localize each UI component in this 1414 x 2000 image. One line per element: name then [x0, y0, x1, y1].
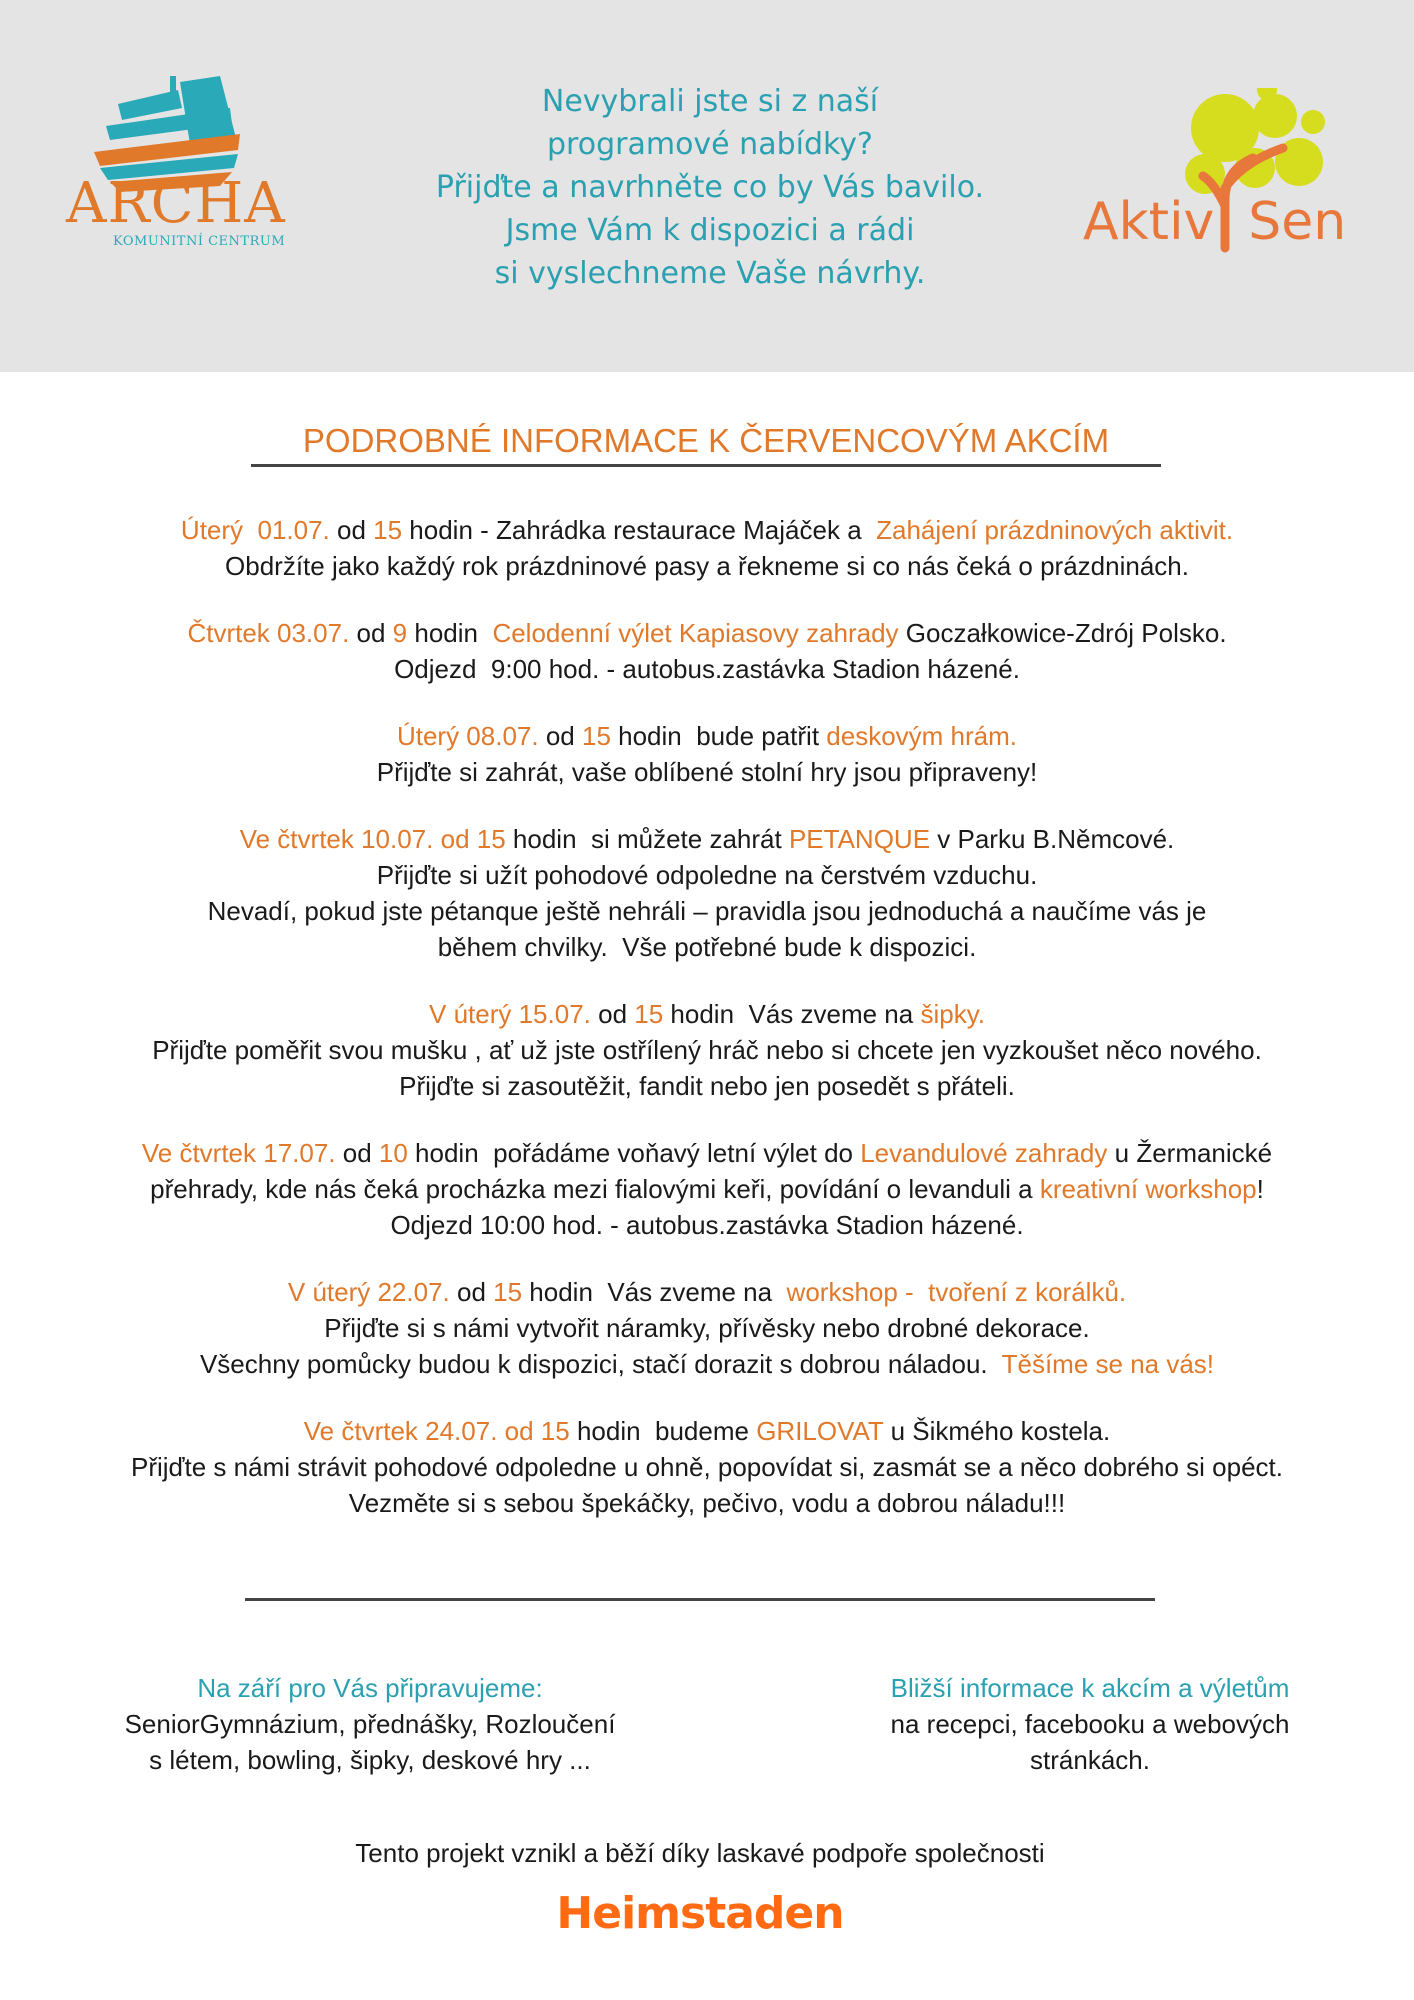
aktivsen-logo-left: Aktiv: [1083, 192, 1215, 252]
event-highlight: 15: [373, 515, 403, 545]
event-text: Odjezd 9:00 hod. - autobus.zastávka Stadion házené.: [394, 654, 1020, 684]
bottom-divider: [245, 1598, 1155, 1601]
event-text: u Šikmého kostela.: [883, 1416, 1111, 1446]
september-line: s létem, bowling, šipky, deskové hry ...: [149, 1745, 591, 1775]
event-line: [40, 821, 1374, 857]
event-highlight: Ve čtvrtek 24.07. od 15: [303, 1416, 570, 1446]
event-line: [40, 857, 1374, 893]
september-preview: [80, 1670, 660, 1778]
aktivsen-logo-right: Sen: [1248, 192, 1347, 252]
header-intro: [380, 80, 1040, 295]
event-text: Přijďte si zahrát, vaše oblíbené stolní hry jsou připraveny!: [376, 757, 1038, 787]
info-line: stránkách.: [1030, 1745, 1150, 1775]
event-highlight: PETANQUE: [788, 824, 931, 854]
event-text: hodin pořádáme voňavý letní výlet do: [407, 1138, 861, 1168]
event-highlight: 10: [378, 1138, 408, 1168]
event-item: [40, 1135, 1374, 1243]
event-text: u Žermanické: [1107, 1138, 1273, 1168]
event-highlight: 15: [634, 999, 664, 1029]
event-text: !: [1256, 1174, 1264, 1204]
event-text: Všechny pomůcky budou k dispozici, stačí dorazit s dobrou náladou.: [199, 1349, 1002, 1379]
event-text: Přijďte si s námi vytvořit náramky, přívěsky nebo drobné dekorace.: [324, 1313, 1090, 1343]
event-highlight: workshop - tvoření z korálků.: [786, 1277, 1127, 1307]
september-heading: Na září pro Vás připravujeme:: [197, 1673, 543, 1703]
event-highlight: deskovým hrám.: [826, 721, 1018, 751]
september-line: SeniorGymnázium, přednášky, Rozloučení: [124, 1709, 616, 1739]
event-line: [40, 512, 1374, 548]
event-text: Přijďte si zasoutěžit, fandit nebo jen posedět s přáteli.: [399, 1071, 1015, 1101]
event-text: přehrady, kde nás čeká procházka mezi fialovými keři, povídání o levanduli a: [150, 1174, 1040, 1204]
event-line: [40, 1032, 1374, 1068]
support-text: Tento projekt vznikl a běží díky laskavé podpoře společnosti: [355, 1838, 1045, 1868]
event-item: [40, 615, 1374, 687]
event-list: [40, 512, 1374, 1552]
event-text: Goczałkowice-Zdrój Polsko.: [898, 618, 1227, 648]
event-highlight: Levandulové zahrady: [860, 1138, 1108, 1168]
event-text: od: [456, 1277, 494, 1307]
archa-logo-subtitle: KOMUNITNÍ CENTRUM: [113, 234, 286, 249]
event-highlight: Úterý 08.07.: [396, 721, 546, 751]
event-line: [40, 1310, 1374, 1346]
event-text: Přijďte poměřit svou mušku , ať už jste ostřílený hráč nebo si chcete jen vyzkoušet něco nového.: [152, 1035, 1262, 1065]
event-highlight: Zahájení prázdninových aktivit.: [876, 515, 1234, 545]
event-highlight: Celodenní výlet Kapiasovy zahrady: [492, 618, 899, 648]
event-highlight: V úterý 22.07.: [287, 1277, 457, 1307]
event-text: od: [356, 618, 393, 648]
archa-logo-word: ARCHA: [66, 171, 286, 236]
section-title: PODROBNÉ INFORMACE K ČERVENCOVÝM AKCÍM: [302, 422, 1110, 459]
event-text: hodin - Zahrádka restaurace Majáček a: [402, 515, 877, 545]
event-line: [40, 548, 1374, 584]
event-text: Přijďte s námi strávit pohodové odpoledne u ohně, popovídat si, zasmát se a něco dobrého si opéct.: [130, 1452, 1284, 1482]
event-text: od: [342, 1138, 379, 1168]
event-item: [40, 1413, 1374, 1521]
event-line: [40, 1274, 1374, 1310]
event-highlight: Úterý 01.07.: [180, 515, 337, 545]
event-line: [40, 1171, 1374, 1207]
event-text: hodin si můžete zahrát: [505, 824, 789, 854]
event-text: Přijďte si užít pohodové odpoledne na čerstvém vzduchu.: [376, 860, 1038, 890]
event-text: od: [545, 721, 582, 751]
title-divider: [251, 464, 1161, 467]
event-item: [40, 821, 1374, 965]
event-line: [40, 1413, 1374, 1449]
event-highlight: 15: [581, 721, 611, 751]
event-text: Obdržíte jako každý rok prázdninové pasy a řekneme si co nás čeká o prázdninách.: [225, 551, 1189, 581]
event-line: [40, 651, 1374, 687]
event-highlight: Ve čtvrtek 10.07. od 15: [239, 824, 506, 854]
event-text: hodin Vás zveme na: [522, 1277, 787, 1307]
intro-line: si vyslechneme Vaše návrhy.: [494, 256, 926, 291]
intro-line: programové nabídky?: [547, 127, 873, 162]
event-text: hodin Vás zveme na: [663, 999, 921, 1029]
header-banner: [0, 0, 1414, 372]
event-text: v Parku B.Němcové.: [930, 824, 1175, 854]
event-text: hodin budeme: [569, 1416, 757, 1446]
info-heading: Bližší informace k akcím a výletům: [890, 1673, 1290, 1703]
event-text: hodin bude patřit: [610, 721, 827, 751]
intro-line: Nevybrali jste si z naší: [541, 84, 879, 119]
event-text: Odjezd 10:00 hod. - autobus.zastávka Stadion házené.: [390, 1210, 1024, 1240]
event-line: [40, 1346, 1374, 1382]
event-highlight: 15: [493, 1277, 523, 1307]
event-line: [40, 893, 1374, 929]
event-line: [40, 1485, 1374, 1521]
event-highlight: GRILOVAT: [756, 1416, 884, 1446]
event-highlight: 9: [392, 618, 408, 648]
info-block: [800, 1670, 1380, 1778]
event-highlight: Ve čtvrtek 17.07.: [141, 1138, 343, 1168]
event-line: [40, 1135, 1374, 1171]
event-line: [40, 929, 1374, 965]
event-line: [40, 615, 1374, 651]
event-line: [40, 996, 1374, 1032]
event-highlight: kreativní workshop: [1039, 1174, 1257, 1204]
event-highlight: Těšíme se na vás!: [1001, 1349, 1215, 1379]
heimstaden-logo: Heimstaden: [556, 1888, 844, 1939]
aktivsen-logo-word: [1083, 192, 1347, 252]
event-text: během chvilky. Vše potřebné bude k dispozici.: [437, 932, 977, 962]
event-text: hodin: [407, 618, 493, 648]
info-line: na recepci, facebooku a webových: [890, 1709, 1290, 1739]
event-highlight: Čtvrtek 03.07.: [187, 618, 357, 648]
event-line: [40, 718, 1374, 754]
event-line: [40, 754, 1374, 790]
event-item: [40, 996, 1374, 1104]
event-highlight: V úterý 15.07.: [429, 999, 599, 1029]
event-item: [40, 718, 1374, 790]
event-line: [40, 1207, 1374, 1243]
event-item: [40, 512, 1374, 584]
event-text: od: [598, 999, 635, 1029]
event-item: [40, 1274, 1374, 1382]
event-line: [40, 1068, 1374, 1104]
event-line: [40, 1449, 1374, 1485]
intro-line: Jsme Vám k dispozici a rádi: [505, 213, 915, 248]
event-text: od: [337, 515, 374, 545]
event-text: Vezměte si s sebou špekáčky, pečivo, vodu a dobrou náladu!!!: [348, 1488, 1066, 1518]
event-highlight: šipky.: [920, 999, 985, 1029]
intro-line: Přijďte a navrhněte co by Vás bavilo.: [435, 170, 985, 205]
event-text: Nevadí, pokud jste pétanque ještě nehráli – pravidla jsou jednoduchá a naučíme vás je: [207, 896, 1207, 926]
